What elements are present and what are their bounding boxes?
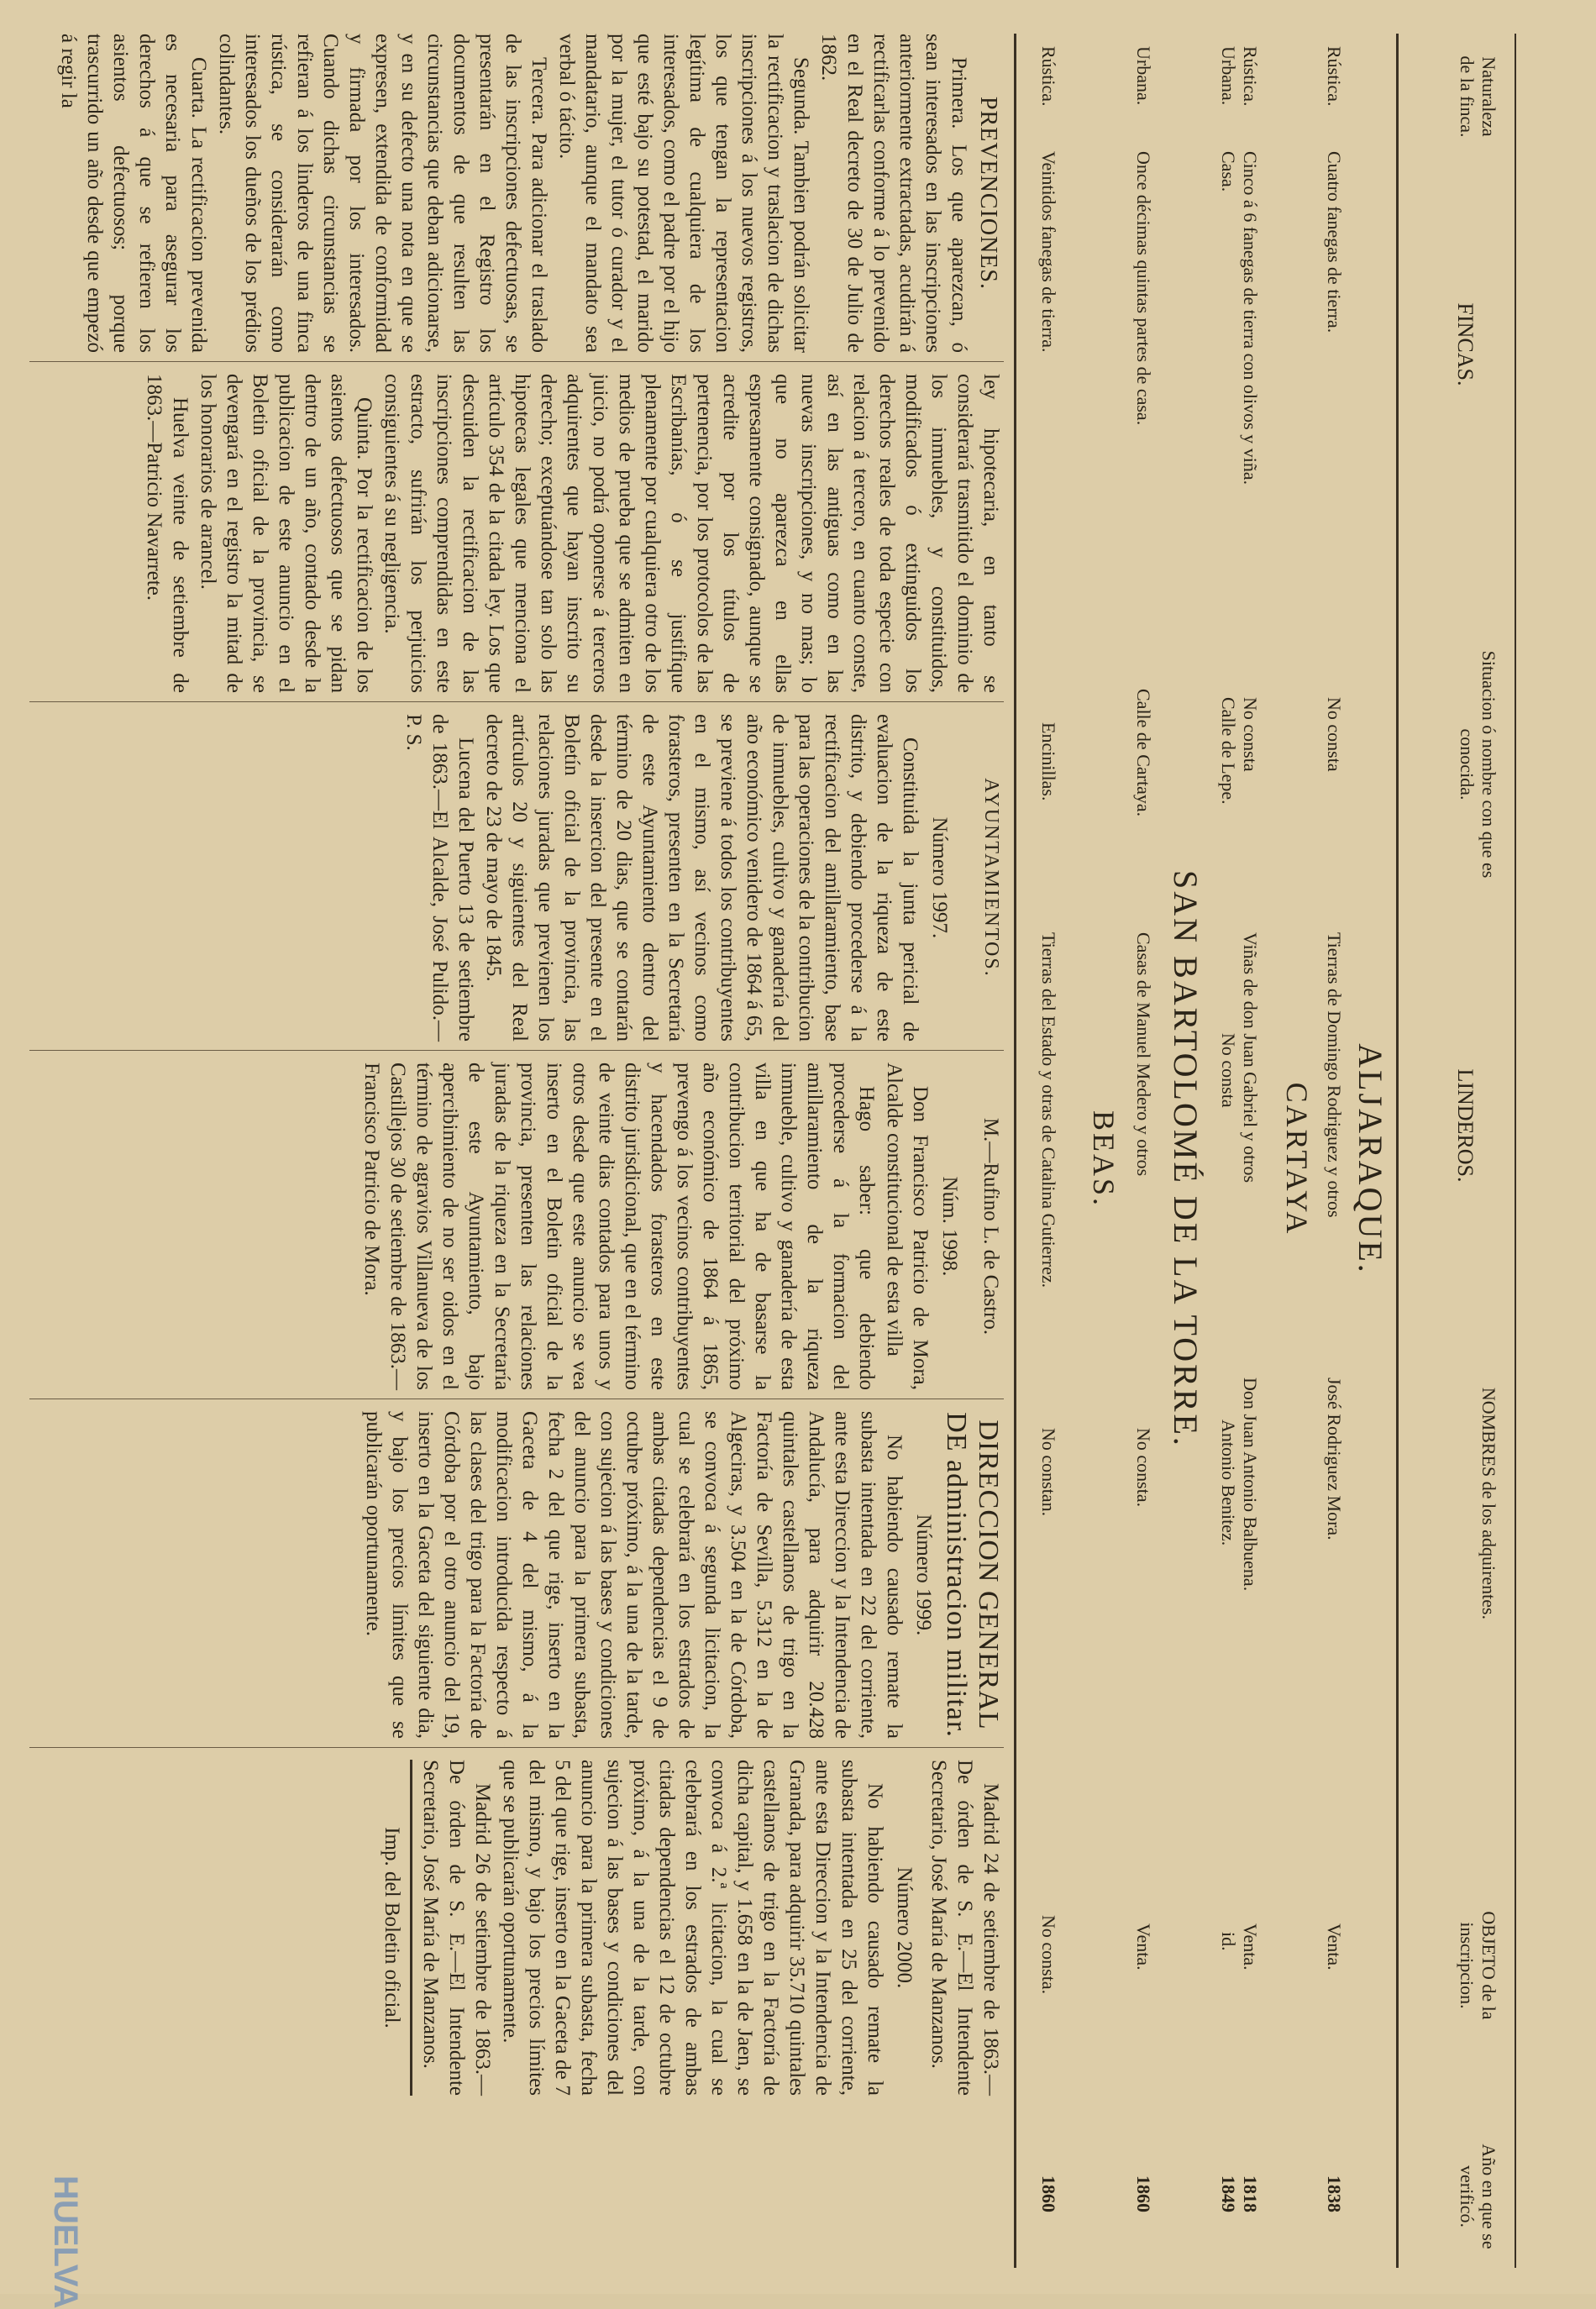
- row-objeto: No consta.: [1038, 1915, 1059, 1995]
- row-ano: 1849: [1218, 2175, 1239, 2212]
- row-situacion: Calle de Cartaya.: [1133, 689, 1154, 817]
- row-situacion: Encinillas.: [1038, 722, 1059, 801]
- column-villanueva: [357, 1063, 1004, 1390]
- row-finca: Once décimas quintas partes de casa.: [1133, 151, 1154, 426]
- paragraph: Primera. Los que aparezcan, ó sean interesados en las inscripciones anteriormente extractadas, acudirán á rectificarlas conforme á lo prevenido en el Real decreto de 30 de Julio de 1862.: [817, 34, 970, 353]
- row-objeto: id.: [1218, 1932, 1239, 1951]
- header-objeto: OBJETO de la inscripcion.: [1456, 1911, 1499, 2020]
- row-adquirentes: Don Juan Antonio Balbuena.: [1240, 1378, 1261, 1592]
- row-naturaleza: Urbana.: [1133, 46, 1154, 106]
- direccion-heading: DIRECCION GENERAL DE administracion militar.: [941, 1412, 1004, 1738]
- row-objeto: Venta.: [1324, 1923, 1345, 1971]
- row-adquirentes: Antonio Benitez.: [1218, 1420, 1239, 1546]
- town-cartaya: CARTAYA: [1280, 1082, 1314, 1236]
- divider: [410, 1760, 412, 2096]
- row-linderos: No consta: [1218, 1033, 1239, 1108]
- paragraph: No habiendo causado remate la subasta intentada en 22 del corriente, ante esta Direccion y la Intendencia de Andalucía, para adquirir 20.428 quintales castellanos de trigo en la Factoría de Sevilla, 5.312 en la de Algeciras, y 3.504 en la de Córdoba, se convoca á segunda licitacion, la cual se celebrará en los estrados de ambas citadas dependencias el 9 de octubre próximo, á la una de la tarde, con sujecion á las bases y condiciones del anuncio para la primera subasta, fecha 2 del que rige, inserto en la Gaceta de 4 del mismo, á la modificacion introducida respecto á las clases del trigo para la Factoría de Córdoba por el otro anuncio del 19, inserto en la Gaceta del siguiente dia, y bajo los precios límites que se publicarán oportunamente.: [362, 1411, 906, 1739]
- row-linderos: Viñas de don Juan Gabriel y otros: [1240, 932, 1261, 1183]
- notice-number: Núm. 1998.: [938, 1176, 961, 1277]
- header-situacion: Situacion ó nombre con que es conocida.: [1456, 650, 1499, 879]
- row-linderos: Tierras del Estado y otras de Catalina Gutierrez.: [1038, 932, 1059, 1288]
- header-ano: Año en que se verificó.: [1456, 2144, 1499, 2249]
- prevenciones-heading: PREVENCIONES.: [975, 96, 1001, 290]
- paragraph: Segunda. Tambien podrán solicitar la rectificacion y traslacion de dichas inscripciones á los nuevos registros, los que tengan la representacion legítima de cualquiera de los interesados, como el padre por el hijo que esté bajo su potestad, el marido por la mujer, el tutor ó curador y el mandatario, aunque el mandato sea verbal ó tácito.: [555, 34, 812, 353]
- paragraph: Hago saber: que debiendo procederse á la formacion del amillaramiento de la riqueza inmueble, cultivo y ganadería de esta villa en que ha de basarse la contribucion territorial del próximo año económico de 1864 á 1865, prevengo á los vecinos contribuyentes y hacendados forasteros en este distrito jurisdicional, que en el término de veinte dias contados para unos y otros desde que este anuncio se vea inserto en el Boletin oficial de la provincia, presenten las relaciones juradas de la riqueza en la Secretaría de este Ayuntamiento, bajo apercibimiento de no ser oidos en el término de agravios Villanueva de los Castillejos 30 de setiembre de 1863.—Francisco Patricio de Mora.: [360, 1063, 878, 1390]
- row-ano: 1818: [1240, 2175, 1261, 2212]
- paragraph: Constituida la junta pericial de evaluacion de la riqueza de este distrito, y debiendo procederse á la rectificacion del amillaramiento, base para las operaciones de la contribucion de inmuebles, cultivo y ganadería del año económico venidero de 1864 á 65, se previene á todos los contribuyentes en el mismo, así vecinos como forasteros, presenten en la Secretaría de este Ayuntamiento dentro del término de 20 dias, que se contarán desde la insercion del presente en el Boletín oficial de la provincia, las relaciones juradas que previenen los artículos 20 y siguientes del Real decreto de 23 de mayo de 1845.: [482, 714, 921, 1042]
- paragraph: ley hipotecaria, en tanto se considerará trasmitido el dominio de los inmuebles, y constituidos, modificados ó extinguidos los derechos reales de toda especie con relacion á tercero, en cuanto conste, así en las antiguas como en las nuevas inscripciones, y no mas; lo que no aparezca en ellas espresamente consignado, aunque se acredite por los títulos de pertenencia, por los protocolos de las Escribanías, ó se justifique plenamente por cualquiera otro de los medios de prueba que se admiten en juicio, no podrá oponerse á terceros adquirentes que hayan inscrito su derecho; exceptuándose tan solo las hipotecas legales que menciona el artículo 354 de la citada ley. Los que descuiden la rectificacion de las inscripciones comprendidas en este estracto, sufrirán los perjuicios consiguientes á su negligencia.: [381, 374, 1002, 693]
- town-san-bartolome: SAN BARTOLOMÉ DE LA TORRE.: [1167, 870, 1205, 1448]
- row-adquirentes: José Rodriguez Mora.: [1324, 1378, 1345, 1540]
- row-ano: 1838: [1324, 2175, 1345, 2212]
- town-beas: BEAS.: [1087, 1110, 1121, 1209]
- row-objeto: Venta.: [1240, 1923, 1261, 1971]
- row-situacion: No consta: [1324, 697, 1345, 772]
- row-situacion: Calle de Lepe.: [1218, 697, 1239, 805]
- paragraph: Don Francisco Patricio de Mora, Alcalde constitucional de esta villa: [883, 1063, 932, 1390]
- imprint: Imp. del Boletin oficial.: [381, 1827, 403, 2028]
- paragraph: Quinta. Por la rectificacion de los asientos defectuosos que se pidan dentro de un año, contado desde la publicacion de este anuncio en el Boletin oficial de la provincia, se devengará en el registro la mitad de los honorarios de arancel.: [197, 374, 375, 693]
- watermark-stamp: HUELVA: [47, 2175, 84, 2309]
- column-ayuntamientos: [399, 714, 1004, 1042]
- notice-number: Número 1999.: [912, 1514, 935, 1636]
- row-linderos: Tierras de Domingo Rodriguez y otros: [1324, 932, 1345, 1218]
- column-prevenciones-cont: [139, 374, 1004, 693]
- notice-number: Número 2000.: [893, 1866, 916, 1989]
- header-nombres: NOMBRES de los adquirentes.: [1478, 1387, 1499, 1620]
- row-naturaleza: Rústica.: [1038, 46, 1059, 107]
- header-linderos: LINDEROS.: [1453, 1068, 1478, 1183]
- ayuntamientos-heading: AYUNTAMIENTOS.: [980, 778, 1002, 978]
- paragraph: No habiendo causado remate la subasta intentada en 25 del corriente, ante esta Direccion y la Intendencia de Granada, para adquirir 35.710 quintales castellanos de trigo en la Factoría de dicha capital, y 1.658 en la de Jaen, se convoca á 2.ª licitacion, la cual se celebrará en los estrados de ambas citadas dependencias el 12 de octubre próximo, á la una de la tarde, con sujecion á las bases y condiciones del anuncio para la primera subasta, fecha 5 del que rige, inserto en la Gaceta de 7 del mismo, y bajo los precios límites que se publicarán oportunamente.: [499, 1760, 886, 2096]
- row-situacion: No consta: [1240, 697, 1261, 772]
- row-finca: Cuatro fanegas de tierra.: [1324, 151, 1345, 333]
- row-naturaleza: Urbana.: [1218, 46, 1239, 106]
- notice-number: Número 1997.: [928, 816, 951, 939]
- signature: Huelva veinte de setiembre de 1863.—Patricio Navarrete.: [143, 374, 192, 693]
- signature: M.—Rufino L. de Castro.: [979, 1117, 1002, 1336]
- row-ano: 1860: [1038, 2175, 1059, 2212]
- row-naturaleza: Rústica.: [1324, 46, 1345, 107]
- row-finca: Casa.: [1218, 151, 1239, 192]
- row-finca: Cinco á 6 fanegas de tierra con olivos y viña.: [1240, 151, 1261, 485]
- column-direccion: [359, 1411, 1004, 1739]
- paragraph: Tercera. Para adicionar el traslado de las inscripciones defectuosas, se presentarán en el Registro los documentos de que resulten las circunstancias que deban adicionarse, y en su defecto una nota en que se expresen, extendida de conformidad y firmada por los interesados. Cuando dichas circunstancias se refieran á los linderos de una finca rústica, se considerarán como interesados los dueños de los prédios colindantes.: [215, 34, 550, 353]
- row-adquirentes: No consta.: [1133, 1428, 1154, 1508]
- row-adquirentes: No constan.: [1038, 1428, 1059, 1517]
- date-line: Madrid 24 de setiembre de 1863.—De órden de S. E.—El Intendente Secretario, José María de Manzanos.: [927, 1760, 1002, 2096]
- row-finca: Veintidos fanegas de tierra.: [1038, 151, 1059, 353]
- row-naturaleza: Rústica.: [1240, 46, 1261, 107]
- column-prevenciones: [54, 34, 1004, 353]
- paragraph: Cuarta. La rectificacion prevenida es necesaria para asegurar los derechos á que se refieren los asientos defectuosos; porque trascurrido un año desde que empezó á regir la: [57, 34, 210, 353]
- row-objeto: Venta.: [1133, 1923, 1154, 1971]
- column-madrid: [379, 1760, 1004, 2096]
- row-ano: 1860: [1133, 2175, 1154, 2212]
- town-aljaraque: ALJARAQUE.: [1352, 1043, 1389, 1275]
- signature: Lucena del Puerto 13 de setiembre de 1863.—El Alcalde, José Pulido.—P. S.: [402, 714, 477, 1042]
- header-fincas: FINCAS.: [1453, 302, 1478, 386]
- paragraph: Madrid 26 de setiembre de 1863.—De órden de S. E.—El Intendente Secretario, José María de Manzanos.: [419, 1760, 494, 2096]
- row-linderos: Casas de Manuel Medero y otros: [1133, 932, 1154, 1177]
- header-naturaleza: Naturaleza de la finca.: [1456, 55, 1499, 138]
